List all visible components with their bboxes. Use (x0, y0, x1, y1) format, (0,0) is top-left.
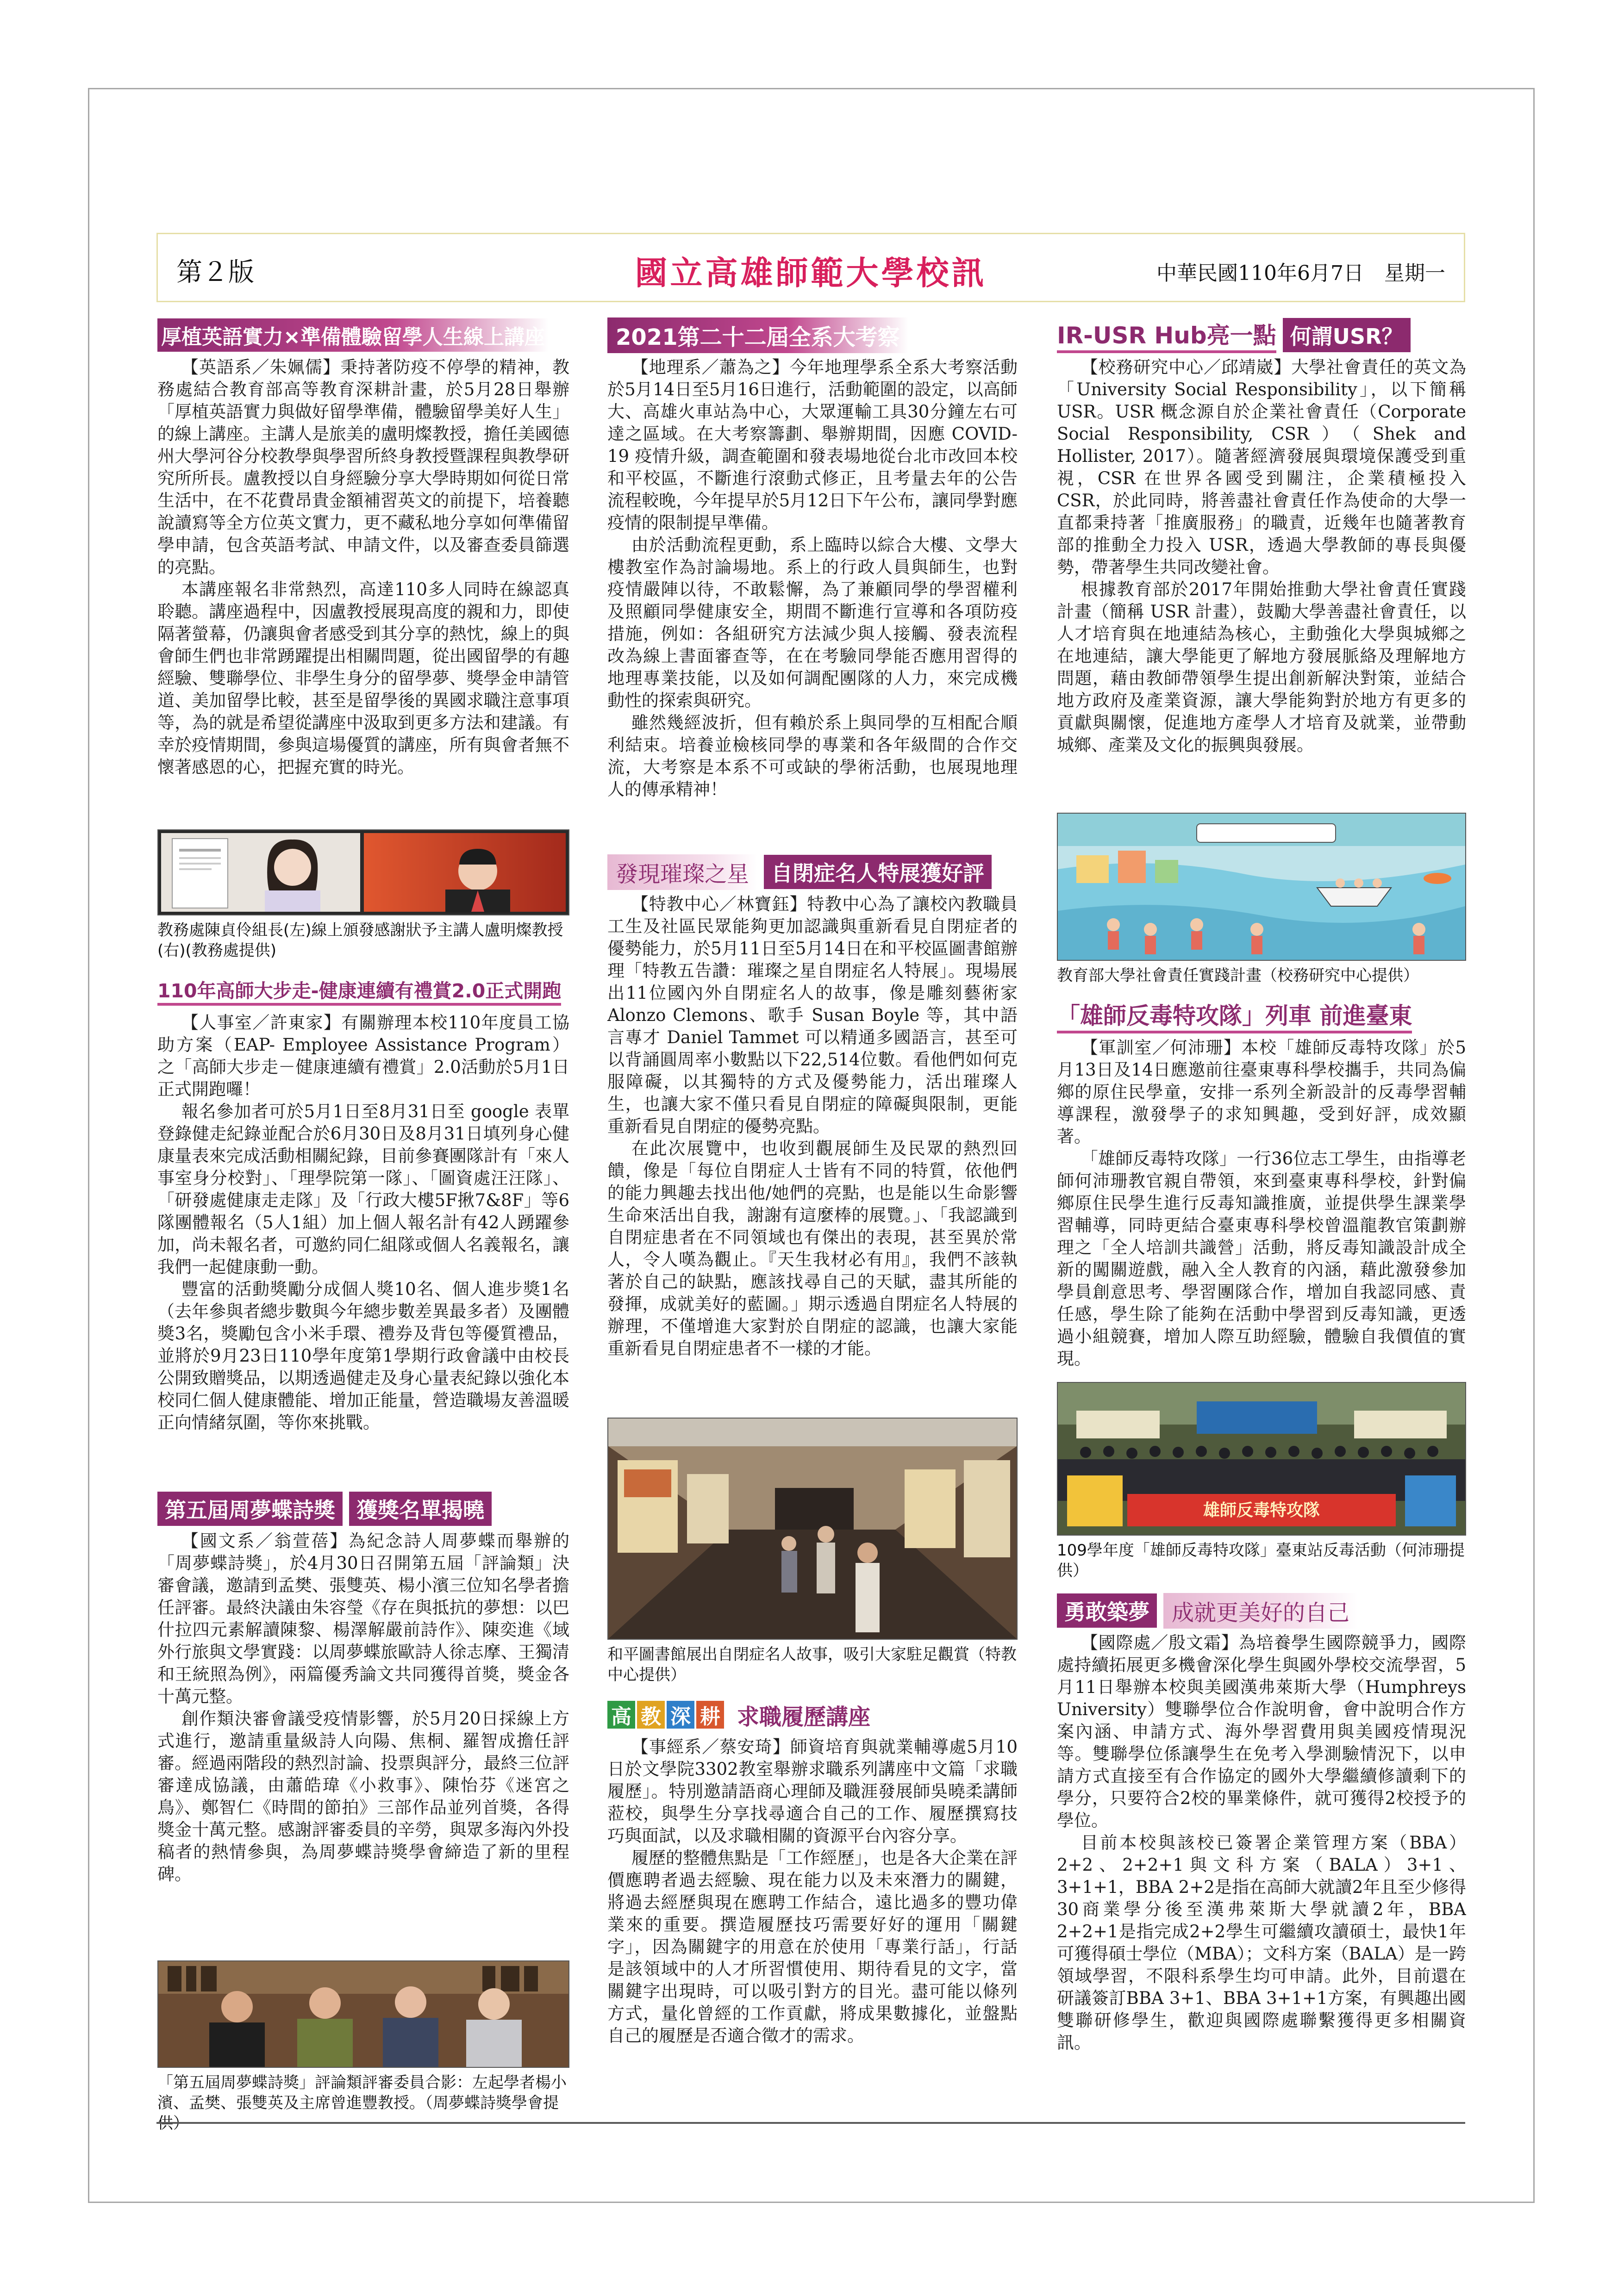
byline: 【事經系／蔡安琦】 (631, 1737, 790, 1757)
article-english-lecture (157, 319, 569, 961)
photo-online-award (157, 829, 569, 915)
byline: 【英語系／朱姵儒】 (181, 357, 341, 377)
byline: 【特教中心／林寶鈺】 (631, 894, 807, 914)
byline: 【地理系／蕭為之】 (631, 357, 790, 377)
seal-char-1: 高 (607, 1701, 635, 1729)
bottom-rule (156, 2122, 1465, 2124)
photo-online-award-image (158, 830, 568, 915)
photo-caption: 教育部大學社會責任實踐計畫（校務研究中心提供） (1057, 966, 1419, 985)
issue-date: 中華民國110年6月7日 星期一 (1156, 261, 1445, 285)
headline-part-1: 勇敢築夢 (1057, 1593, 1157, 1628)
article-geography-survey (607, 319, 1018, 842)
article-dual-degree (1057, 1595, 1466, 2055)
headline-part-2: 獲獎名單揭曉 (349, 1492, 492, 1526)
column-middle (607, 319, 1018, 2065)
byline: 【校務研究中心／邱靖崴】 (1081, 357, 1292, 377)
photo-judges-group-image (158, 1961, 568, 2067)
article-usr (1057, 319, 1466, 986)
photo-anti-drug-group (1057, 1382, 1466, 1536)
headline: 「雄師反毒特攻隊」列車 前進臺東 (1057, 997, 1412, 1033)
headline: 求職履歷講座 (737, 1704, 871, 1730)
article-body: 【軍訓室／何沛珊】本校「雄師反毒特攻隊」於5月13日及14日應邀前往臺東專科學校攜手，共同為偏鄉的原住民學童，安排一系列全新設計的反毒學習輔導課程，激發學子的求知興趣，受到好評，成效顯著。 「雄師反毒特攻隊」一行36位志工學生，由指導老師何沛珊教官親自帶領，來到臺東專科學校，針對偏鄉原住民學生進行反毒知識推廣，並提供學生課業學習輔導，同時更結合臺東專科學校曾溫龍教官策劃辦理之「全人培訓共識營」活動，將反毒知識設計成全新的闖關遊戲，融入全人教育的內涵，藉此激發參加學員創意思考、學習團隊合作，增加自我認同感、責任感，學生除了能夠在活動中學習到反毒知識，更透過小組競賽，增加人際互助經驗，體驗自我價值的實現。 (1057, 1038, 1466, 1369)
headline: 厚植英語實力×準備體驗留學人生線上講座 (157, 318, 549, 352)
headline-part-1: 發現璀璨之星 (607, 854, 757, 890)
masthead (156, 233, 1465, 302)
byline: 【人事室／許東家】 (181, 1013, 342, 1033)
seal-char-2: 教 (637, 1701, 665, 1729)
article-walk-health (157, 975, 569, 1479)
photo-anti-drug-group-image (1058, 1383, 1465, 1535)
article-poetry-award (157, 1493, 569, 2134)
photo-caption: 和平圖書館展出自閉症名人故事，吸引大家駐足觀賞（特教中心提供） (607, 1645, 1017, 1684)
article-autism-exhibit (607, 856, 1018, 1685)
byline: 【軍訓室／何沛珊】 (1081, 1038, 1242, 1058)
article-body: 【國際處／殷文霜】為培養學生國際競爭力，國際處持續拓展更多機會深化學生與國外學校交流學習，5月11日舉辦本校與美國漢弗萊斯大學（Humphreys University）雙聯學位合作說明會，會中說明合作方案內涵、申請方式、海外學習費用與美國疫情現況等。雙聯學位係讓學生在免考入學測驗情況下，以申請方式直接至有合作協定的國外大學繼續修讀剩下的學分，只要符合2校的畢業條件，就可獲得2校授予的學位。 目前本校與該校已簽署企業管理方案（BBA）2+2、2+2+1與文科方案（BALA）3+1、3+1+1，BBA 2+2是指在高師大就讀2年且至少修得30商業學分後至漢弗萊斯大學就讀2年，BBA 2+2+1是指完成2+2學生可繼續攻讀碩士，最快1年可獲得碩士學位（MBA）；文科方案（BALA）是一跨領域學習，不限科系學生均可申請。此外，目前還在研議簽訂BBA 3+1、BBA 3+1+1方案，有興趣出國雙聯研修學生，歡迎與國際處聯繫獲得更多相關資訊。 (1057, 1633, 1466, 2053)
newspaper-title: 國立高雄師範大學校訊 (635, 254, 987, 292)
article-body: 【地理系／蕭為之】今年地理學系全系大考察活動於5月14日至5月16日進行，活動範圍的設定，以高師大、高雄火車站為中心，大眾運輸工具30分鐘左右可達之區域。在大考察籌劃、舉辦期間，因應 COVID-19 疫情升級，調查範圍和發表場地從台北市改回本校和平校區，不斷進行滾動式修正，且考量去年的公告流程較晚，今年提早於5月12日下午公布，讓同學對應疫情的限制提早準備。 由於活動流程更動，系上臨時以綜合大樓、文學大樓教室作為討論場地。系上的行政人員與師生，也對疫情嚴陣以待，不敢鬆懈，為了兼顧同學的學習權利及照顧同學健康安全，期間不斷進行宣導和各項防疫措施，例如：各組研究方法減少與人接觸、發表流程改為線上書面審查等，在在考驗同學能否應用習得的地理專業技能，以及如何調配團隊的人力，來完成機動性的探索與研究。 雖然幾經波折，但有賴於系上與同學的互相配合順利結束。培養並檢核同學的專業和各年級間的合作交流，大考察是本系不可或缺的學術活動，也展現地理人的傳承精神！ (607, 357, 1018, 799)
photo-caption: 教務處陳貞伶組長(左)線上頒發感謝狀予主講人盧明燦教授(右)(教務處提供) (157, 921, 563, 960)
column-right (1057, 319, 1466, 2069)
byline: 【國際處／殷文霜】 (1081, 1633, 1239, 1653)
headline-part-2: 自閉症名人特展獲好評 (764, 855, 992, 889)
illustration-usr (1057, 813, 1466, 961)
seal-char-4: 耕 (696, 1701, 724, 1729)
photo-caption: 109學年度「雄師反毒特攻隊」臺東站反毒活動（何沛珊提供） (1057, 1541, 1465, 1580)
photo-library-exhibit-image (608, 1419, 1017, 1639)
seal-char-3: 深 (667, 1701, 694, 1729)
banner-text: 雄師反毒特攻隊 (1203, 1501, 1320, 1520)
headline-part-2: 何謂USR？ (1283, 318, 1411, 352)
article-body: 【人事室／許東家】有關辦理本校110年度員工協助方案（EAP- Employee Assistance Program）之「高師大步走－健康連續有禮賞」2.0活動於5月1日正式開跑囉！ 報名參加者可於5月1日至8月31日至 google 表單登錄健走紀錄並配合於6月30日及8月31日填列身心健康量表來完成活動相關紀錄，目前參賽團隊計有「來人事室身分校對」、「理學院第一隊」、「圖資處汪汪隊」、「研發處健康走走隊」及「行政大樓5F揪7&8F」等6隊團體報名（5人1組）加上個人報名計有42人踴躍參加，尚未報名者，可邀約同仁組隊或個人名義報名，讓我們一起健康動一動。 豐富的活動獎勵分成個人獎10名、個人進步獎1名（去年參與者總步數與今年總步數差異最多者）及團體獎3名，獎勵包含小米手環、禮券及背包等優質禮品，並將於9月23日110學年度第1學期行政會議中由校長公開致贈獎品，以期透過健走及身心量表紀錄以強化本校同仁個人健康體能、增加正能量，營造職場友善溫暖正向情緒氛圍，等你來挑戰。 (157, 1013, 569, 1432)
headline: 2021第二十二屆全系大考察 (607, 317, 908, 353)
column-left (157, 319, 569, 2147)
headline-part-1: 第五屆周夢蝶詩獎 (157, 1492, 343, 1526)
article-body: 【國文系／翁萱蓓】為紀念詩人周夢蝶而舉辦的「周夢蝶詩獎」，於4月30日召開第五屆「評論類」決審會議，邀請到孟樊、張雙英、楊小濱三位知名學者擔任評審。最終決議由朱容瑩《存在與抵抗的夢想：以巴什拉四元素解讀陳黎、楊澤解嚴前詩作》、陳奕進《域外行旅與文學實踐：以周夢蝶旅歐詩人徐志摩、王獨清和王統照為例》，兩篇優秀論文共同獲得首獎，獎金各十萬元整。 創作類決審會議受疫情影響，於5月20日採線上方式進行，邀請重量級詩人向陽、焦桐、羅智成擔任評審。經過兩階段的熱烈討論、投票與評分，最終三位評審達成協議，由蕭皓瑋《小救事》、陳怡芬《迷宮之鳥》、鄭智仁《時間的節拍》三部作品並列首獎，各得獎金十萬元整。感謝評審委員的辛勞，與眾多海內外投稿者的熱情參與，為周夢蝶詩獎學會締造了新的里程碑。 (157, 1531, 569, 1884)
article-body: 【校務研究中心／邱靖崴】大學社會責任的英文為「University Social Responsibility」，以下簡稱 USR。USR 概念源自於企業社會責任（Corporate Social Responsibility, CSR）（Shek and Hollister, 2017）。隨著經濟發展與環境保護受到重視，CSR 在世界各國受到關注，企業積極投入 CSR，於此同時，將善盡社會責任作為使命的大學一直都秉持著「推廣服務」的職責，近幾年也隨著教育部的推動全力投入 USR，透過大學教師的專長與優勢，帶著學生共同改變社會。 根據教育部於2017年開始推動大學社會責任實踐計畫（簡稱 USR 計畫），鼓勵大學善盡社會責任，以人才培育與在地連結為核心，主動強化大學與城鄉之在地連結，讓大學能更了解地方發展脈絡及理解地方問題，藉由教師帶領學生提出創新解決對策，並結合地方政府及產業資源，讓大學能夠對於地方有更多的貢獻與關懷，促進地方產學人才培育及就業，並帶動城鄉、產業及文化的振興與發展。 (1057, 357, 1466, 755)
article-resume-lecture (607, 1699, 1018, 2051)
photo-caption: 「第五屆周夢蝶詩獎」評論類評審委員合影：左起學者楊小濱、孟樊、張雙英及主席曾進豐教授。（周夢蝶詩獎學會提供） (157, 2073, 567, 2133)
illustration-usr-image (1058, 814, 1465, 960)
article-anti-drug (1057, 1000, 1466, 1581)
article-body: 【英語系／朱姵儒】秉持著防疫不停學的精神，教務處結合教育部高等教育深耕計畫，於5月28日舉辦「厚植英語實力與做好留學準備，體驗留學美好人生」的線上講座。主講人是旅美的盧明燦教授，擔任美國德州大學河谷分校教學與學習所終身教授暨課程與教學研究所所長。盧教授以自身經驗分享大學時期如何從日常生活中，在不花費昂貴金額補習英文的前提下，培養聽說讀寫等全方位英文實力，更不藏私地分享如何準備留學申請，包含英語考試、申請文件，以及審查委員篩選的亮點。 本講座報名非常熱烈，高達110多人同時在線認真聆聽。講座過程中，因盧教授展現高度的親和力，即使隔著螢幕，仍讓與會者感受到其分享的熱忱，線上的與會師生們也非常踴躍提出相關問題，從出國留學的有趣經驗、雙聯學位、非學生身分的留學夢、獎學金申請管道、美加留學比較，甚至是留學後的異國求職注意事項等，為的就是希望從講座中汲取到更多方法和建議。有幸於疫情期間，參與這場優質的講座，所有與會者無不懷著感恩的心，把握充實的時光。 (157, 357, 569, 777)
photo-judges-group (157, 1960, 569, 2068)
article-body: 【事經系／蔡安琦】師資培育與就業輔導處5月10日於文學院3302教室舉辦求職系列講座中文篇「求職履歷」。特別邀請語商心理師及職涯發展師吳曉柔講師蒞校，與學生分享找尋適合自己的工作、履歷撰寫技巧與面試，以及求職相關的資源平台內容分享。 履歷的整體焦點是「工作經歷」，也是各大企業在評價應聘者過去經驗、現在能力以及未來潛力的關鍵，將過去經歷與現在應聘工作結合，遠比過多的豐功偉業來的重要。撰造履歷技巧需要好好的運用「關鍵字」，因為關鍵字的用意在於使用「專業行話」，行話是該領域中的人才所習慣使用、期待看見的文字，當關鍵字出現時，可以吸引對方的目光。盡可能以條列方式，量化曾經的工作貢獻，將成果數據化，並盤點自己的履歷是否適合徵才的需求。 (607, 1737, 1018, 2046)
edition-number: 第２版 (176, 257, 254, 287)
headline-part-2: 成就更美好的自己 (1163, 1593, 1358, 1629)
headline-part-1: IR-USR Hub亮一點 (1057, 317, 1276, 353)
byline: 【國文系／翁萱蓓】 (181, 1531, 349, 1551)
photo-library-exhibit (607, 1418, 1018, 1640)
article-body: 【特教中心／林寶鈺】特教中心為了讓校內教職員工生及社區民眾能夠更加認識與重新看見自閉症者的優勢能力，於5月11日至5月14日在和平校區圖書館辦理「特教五告讚：璀璨之星自閉症名人特展」。現場展出11位國內外自閉症名人的故事，像是雕刻藝術家 Alonzo Clemons、歌手 Susan Boyle 等，其中語言專才 Daniel Tammet 可以精通多國語言，甚至可以背誦圓周率小數點以下22,514位數。看他們如何克服障礙，以其獨特的方式及優勢能力，活出璀璨人生，也讓大家不僅只看見自閉症的障礙與限制，更能重新看見自閉症的優勢亮點。 在此次展覽中，也收到觀展師生及民眾的熱烈回饋，像是「每位自閉症人士皆有不同的特質，依他們的能力興趣去找出他/她們的亮點，也是能以生命影響生命來活出自我，謝謝有這麼棒的展覽。」、「我認識到自閉症患者在不同領域也有傑出的表現，甚至異於常人，令人嘆為觀止。『天生我材必有用』，我們不該執著於自己的缺點，應該找尋自己的天賦，盡其所能的發揮，成就美好的藍圖。」期示透過自閉症名人特展的辦理，不僅增進大家對於自閉症的認識，也讓大家能重新看見自閉症患者不一樣的才能。 (607, 894, 1018, 1358)
headline: 110年高師大步走-健康連續有禮賞2.0正式開跑 (157, 976, 561, 1006)
